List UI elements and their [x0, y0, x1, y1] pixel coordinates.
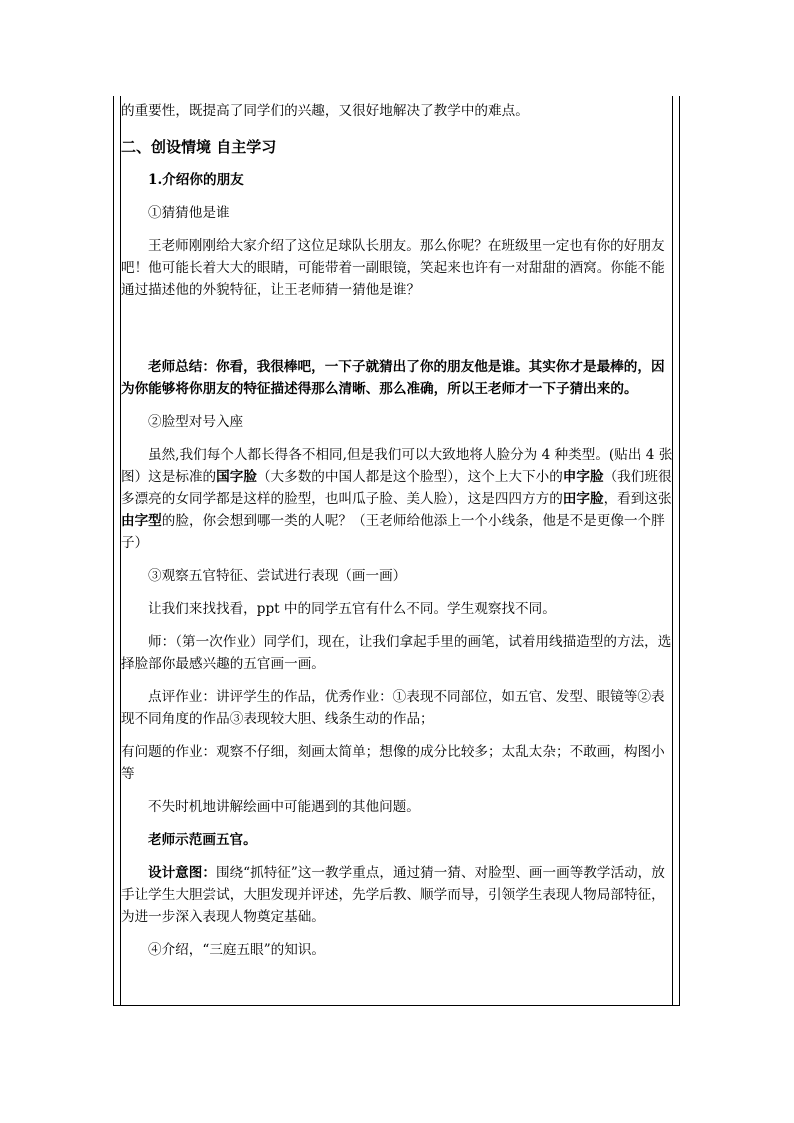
step3-label: ③观察五官特征、尝试进行表现（画一画） — [148, 568, 407, 584]
demo-text: 老师示范画五官。 — [148, 832, 257, 848]
step2-part4: ，看到这张 — [603, 491, 672, 507]
face-type-you: 由字型 — [121, 513, 162, 529]
design-label: 设计意图： — [148, 865, 216, 881]
step4-label: ④介绍，“三庭五眼”的知识。 — [148, 942, 326, 958]
teacher-summary: 老师总结：你看，我很棒吧，一下子就猜出了你的朋友他是谁。其实你才是最棒的，因为你能够将你朋友的特征描述得那么清晰、那么准确，所以王老师才一下子猜出来的。 — [121, 359, 665, 397]
teacher-text: 师：（第一次作业）同学们，现在，让我们拿起手里的画笔，试着用线描造型的方法，选择脸部你最感兴趣的五官画一画。 — [121, 634, 672, 672]
design-paragraph — [121, 862, 677, 928]
step2-part1: 虽然,我们每个人都长得各不相同,但是我们可以大致地将人脸分为 4 种类型。(贴出 4 张图）这是标准的 — [121, 447, 673, 485]
comment-text: 点评作业：讲评学生的作品，优秀作业：①表现不同部位，如五官、发型、眼镜等②表现不同角度的作品③表现较大胆、线条生动的作品； — [121, 689, 665, 727]
face-type-guo: 国字脸 — [216, 469, 257, 485]
step2-text — [121, 444, 677, 554]
step1-label: ①猜猜他是谁 — [148, 205, 230, 221]
step2-part2: （大多数的中国人都是这个脸型），这个上大下小的 — [256, 469, 563, 485]
timely-text: 不失时机地讲解绘画中可能遇到的其他问题。 — [148, 799, 420, 815]
step2-part5: 的脸，你会想到哪一类的人呢？（王老师给他添上一个小线条，他是不是更像一个胖子） — [121, 513, 665, 551]
face-type-shen: 申字脸 — [562, 469, 604, 485]
step2-part3: （我们班很多漂亮的女同学都是这样的脸型，也叫瓜子脸、美人脸），这是四四方方的 — [121, 469, 672, 507]
design-text: 围绕“抓特征”这一教学重点，通过猜一猜、对脸型、画一画等教学活动，放手让学生大胆尝试，大胆发现并评述，先学后教、顺学而导，引领学生表现人物局部特征，为进一步深入表现人物奠定基础。 — [121, 865, 665, 925]
problem-text: 有问题的作业：观察不仔细，刻画太简单；想像的成分比较多；太乱太杂；不敢画，构图小等 — [121, 744, 665, 782]
section-heading: 二、创设情境 自主学习 — [121, 138, 277, 156]
step1-text: 王老师刚刚给大家介绍了这位足球队长朋友。那么你呢？在班级里一定也有你的好朋友吧！他可能长着大大的眼睛，可能带着一副眼镜，笑起来也许有一对甜甜的酒窝。你能不能通过描述他的外貌特征，让王老师猜一猜他是谁？ — [121, 238, 665, 298]
step2-label: ②脸型对号入座 — [148, 414, 244, 430]
subheading: 1.介绍你的朋友 — [148, 172, 244, 188]
intro-line: 的重要性，既提高了同学们的兴趣，又很好地解决了教学中的难点。 — [121, 103, 529, 119]
face-type-tian: 田字脸 — [562, 491, 604, 507]
step3-text: 让我们来找找看，ppt 中的同学五官有什么不同。学生观察找不同。 — [148, 601, 556, 617]
document-body — [121, 100, 677, 961]
